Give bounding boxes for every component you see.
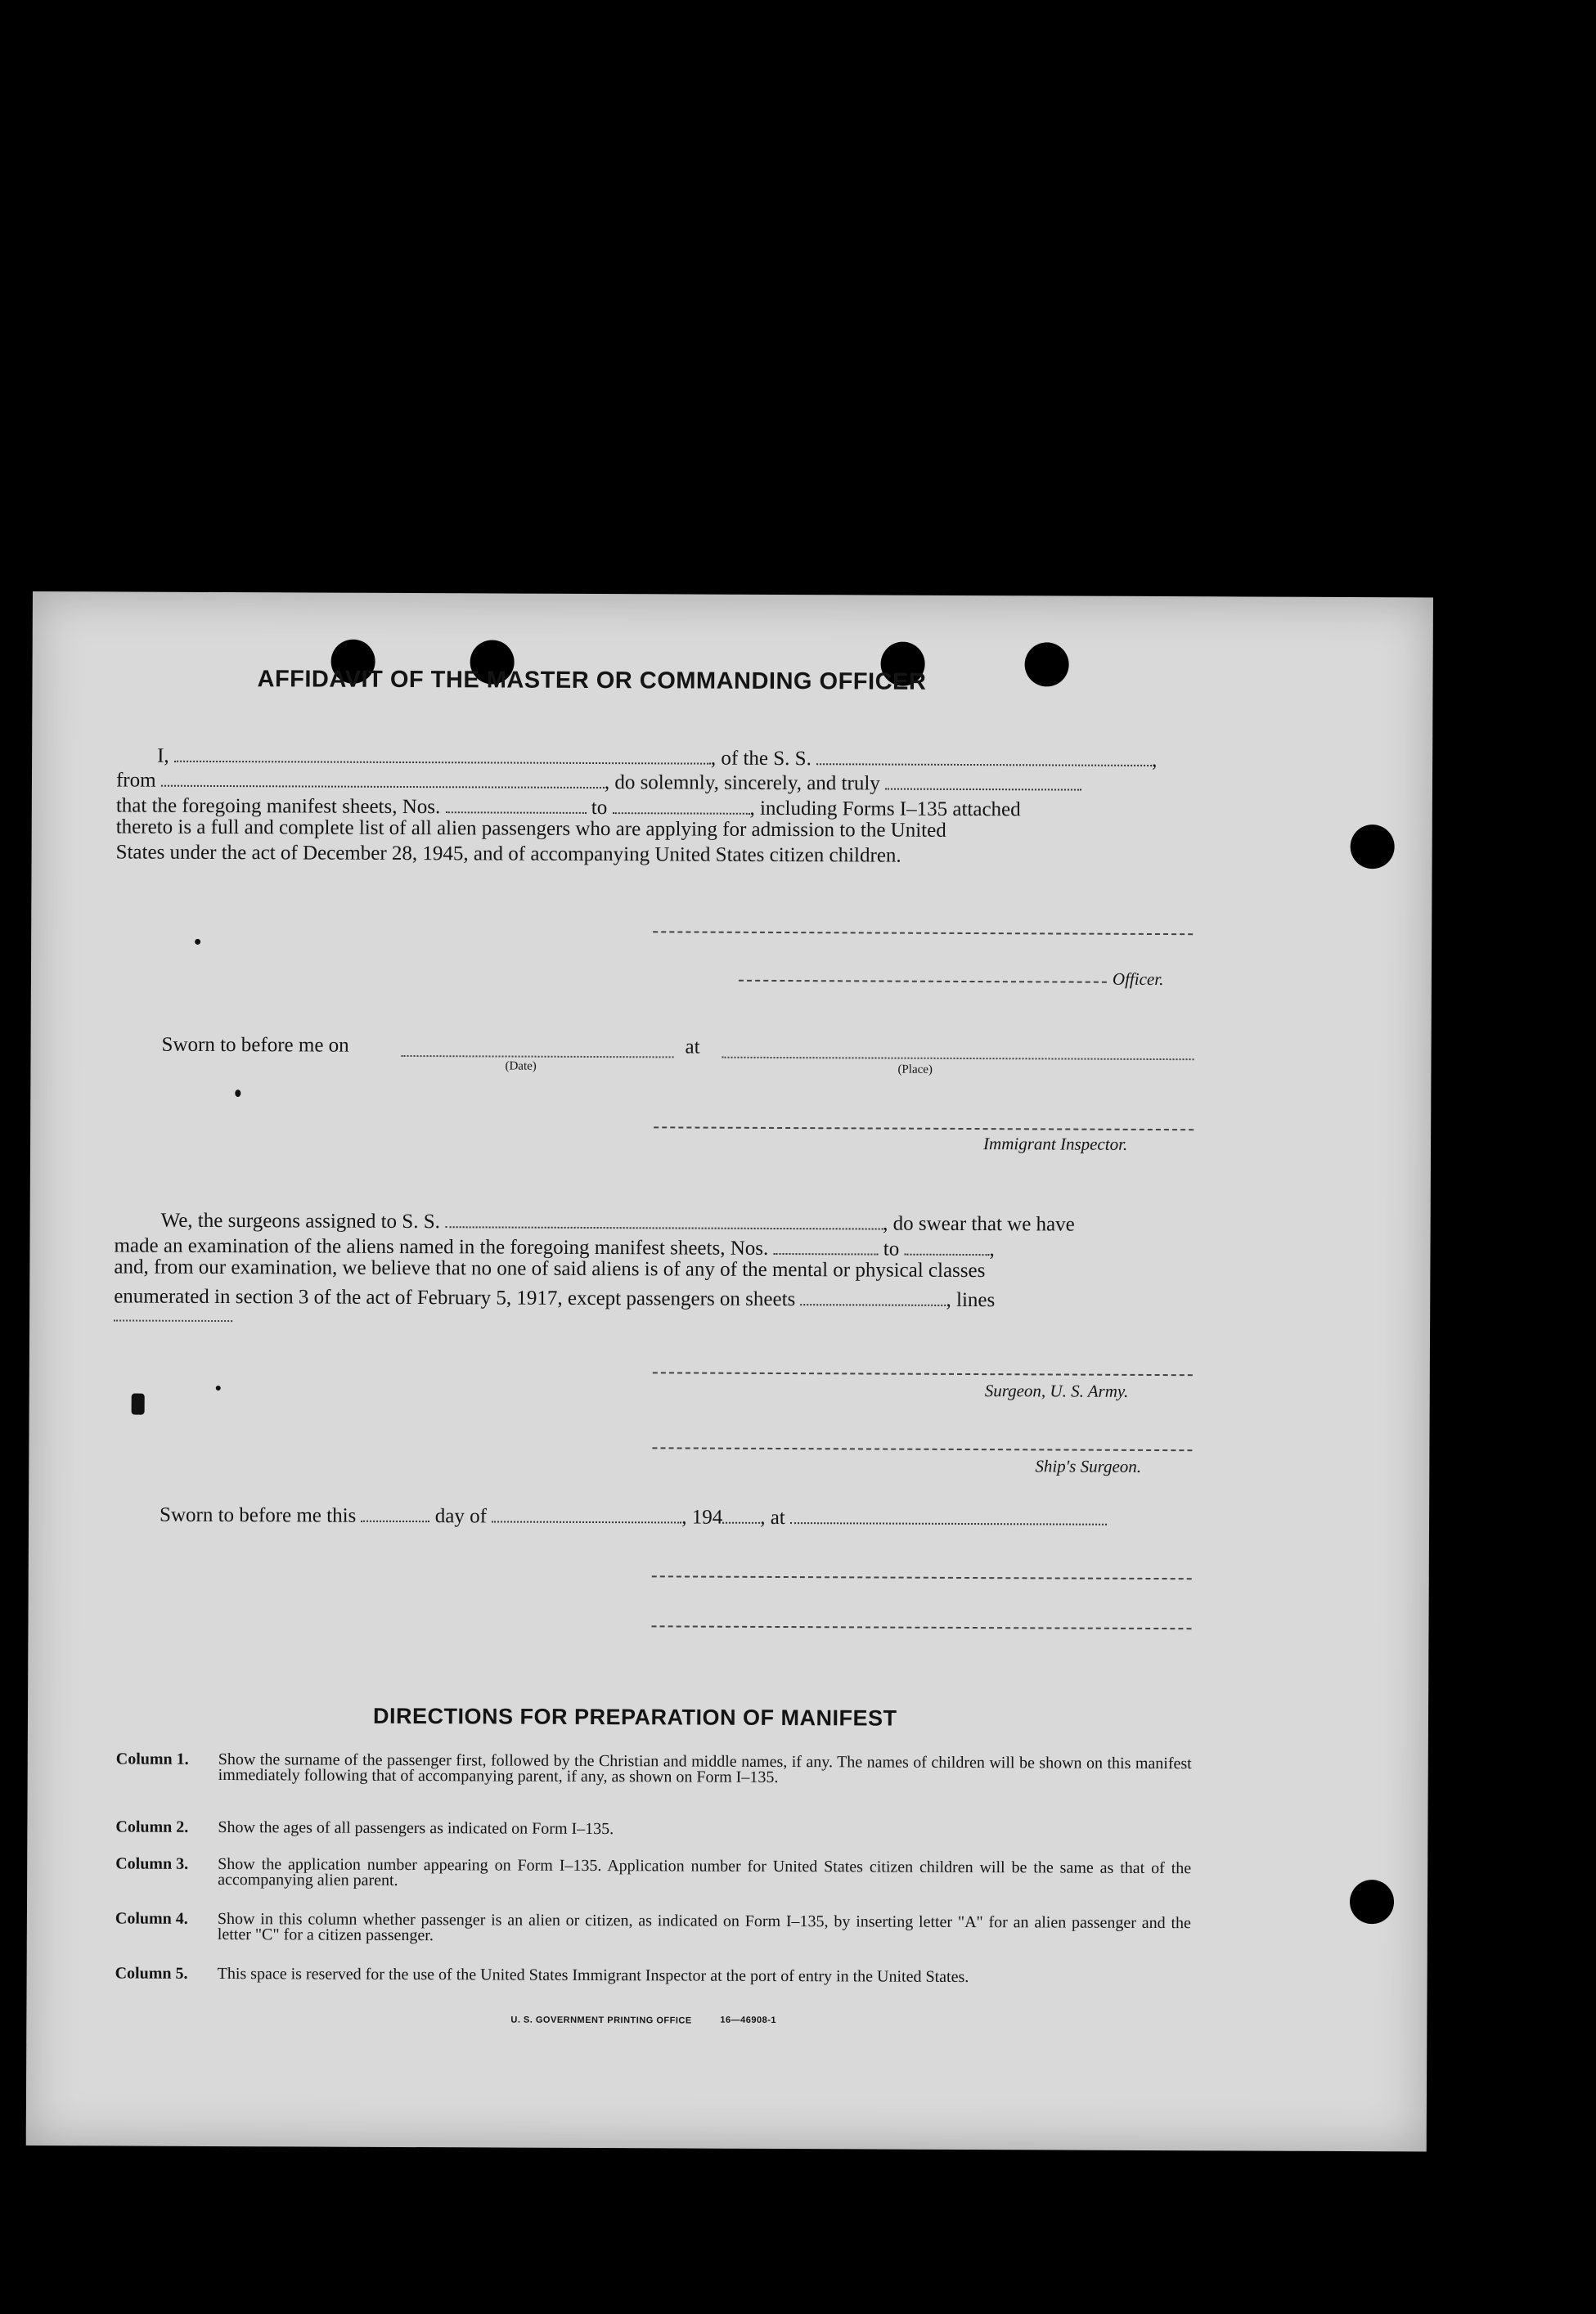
- excepted-lines-field[interactable]: [114, 1319, 232, 1322]
- direction-column-label: Column 1.: [115, 1750, 189, 1768]
- port-from-field[interactable]: [161, 766, 605, 789]
- army-surgeon-signature-line[interactable]: [653, 1372, 1193, 1376]
- ink-speck: [195, 939, 200, 945]
- sworn-year-field[interactable]: [722, 1503, 760, 1524]
- surgeon-ship-field[interactable]: [445, 1206, 883, 1229]
- ink-speck: [132, 1394, 145, 1415]
- affidavit-text: , of the S. S.: [710, 747, 811, 771]
- direction-item: [115, 1966, 1194, 2003]
- surgeons-text: ,: [989, 1238, 995, 1261]
- direction-item: [115, 1856, 1195, 1894]
- form-code: 16—46908-1: [720, 2015, 777, 2025]
- direction-column-label: Column 5.: [115, 1964, 188, 1983]
- sworn-2-title-line[interactable]: [651, 1625, 1191, 1629]
- direction-text: Show in this column whether passenger is an alien or citizen, as indicated on Form I–135, by inserting letter "A" for an alien passenger and the letter "C" for a citizen passenger.: [217, 1910, 1191, 1945]
- excepted-sheets-field[interactable]: [801, 1284, 946, 1306]
- affidavit-text: , do solemnly, sincerely, and truly: [604, 771, 880, 795]
- direction-text: Show the ages of all passengers as indicated on Form I–135.: [218, 1818, 614, 1839]
- affidavit-text: I,: [157, 744, 169, 767]
- officer-title-line[interactable]: [739, 980, 1107, 983]
- affidavit-text: , including Forms I–135 attached: [749, 797, 1021, 821]
- sworn-place-line[interactable]: [722, 1057, 1194, 1061]
- surgeons-line-4: [114, 1281, 995, 1312]
- surgeons-text: made an examination of the aliens named in the foregoing manifest sheets, Nos.: [114, 1234, 769, 1260]
- ship-name-field[interactable]: [816, 744, 1152, 766]
- surgeons-text: , lines: [946, 1288, 996, 1312]
- ship-surgeon-signature-line[interactable]: [652, 1447, 1192, 1451]
- surgeons-text: to: [883, 1238, 900, 1260]
- officer-caption: Officer.: [1112, 968, 1164, 990]
- ink-speck: [235, 1090, 241, 1097]
- affidavit-text: to: [591, 796, 608, 820]
- direction-text: Show the application number appearing on Form I–135. Application number for United States citizen children will be the same as that of the accompanying alien parent.: [218, 1855, 1192, 1889]
- direction-column-label: Column 4.: [115, 1909, 188, 1928]
- surgeons-line-3: and, from our examination, we believe that no one of said aliens is of any of the mental or physical classes: [114, 1256, 986, 1283]
- master-signature-line[interactable]: [653, 931, 1193, 935]
- sworn-2-text: , at: [760, 1506, 785, 1530]
- surgeon-sheet-to-field[interactable]: [904, 1234, 989, 1256]
- ink-speck: [216, 1386, 221, 1391]
- sworn-2-text: Sworn to before me this: [160, 1503, 357, 1527]
- punch-hole: [1351, 825, 1395, 869]
- inspector-signature-line[interactable]: [654, 1126, 1194, 1130]
- direction-item: [115, 1911, 1195, 1948]
- direction-text: This space is reserved for the use of the United States Immigrant Inspector at the port of entry in the United States.: [217, 1965, 969, 1987]
- direction-item: [115, 1819, 1195, 1842]
- form-page: [26, 591, 1433, 2151]
- direction-text: Show the surname of the passenger first, followed by the Christian and middle names, if any. The names of children will be shown on this manifest immediately following that of accompanying parent, if any, as shown on Form I–135.: [218, 1750, 1192, 1786]
- affirmation-field[interactable]: [885, 769, 1081, 791]
- sworn-2-line: [160, 1500, 1107, 1531]
- army-surgeon-caption: Surgeon, U. S. Army.: [984, 1381, 1129, 1401]
- affidavit-text: that the foregoing manifest sheets, Nos.: [115, 794, 441, 819]
- affidavit-title: AFFIDAVIT OF THE MASTER OR COMMANDING OFFICER: [257, 666, 927, 695]
- sworn-2-signature-line[interactable]: [652, 1575, 1192, 1579]
- direction-column-label: Column 2.: [115, 1818, 189, 1836]
- sheet-from-field[interactable]: [446, 792, 587, 814]
- direction-item: [116, 1751, 1196, 1805]
- sworn-2-place-field[interactable]: [790, 1503, 1107, 1525]
- sworn-2-text: , 194: [681, 1506, 723, 1529]
- master-name-field[interactable]: [174, 741, 711, 765]
- ship-surgeon-caption: Ship's Surgeon.: [1035, 1456, 1142, 1476]
- affidavit-text: ,: [1152, 748, 1158, 771]
- punch-hole: [1350, 1880, 1394, 1924]
- sworn-before-me-label: Sworn to before me on: [161, 1033, 349, 1057]
- surgeons-text: We, the surgeons assigned to S. S.: [160, 1209, 440, 1233]
- direction-column-label: Column 3.: [115, 1854, 189, 1873]
- directions-title: DIRECTIONS FOR PREPARATION OF MANIFEST: [372, 1703, 897, 1731]
- affidavit-text: from: [115, 769, 156, 792]
- date-caption: (Date): [505, 1059, 537, 1073]
- printer-imprint: U. S. GOVERNMENT PRINTING OFFICE: [510, 2015, 692, 2026]
- surgeons-text: , do swear that we have: [883, 1212, 1075, 1236]
- punch-hole: [1025, 642, 1069, 686]
- sworn-at-label: at: [685, 1036, 700, 1058]
- sworn-day-field[interactable]: [362, 1501, 430, 1522]
- inspector-caption: Immigrant Inspector.: [983, 1134, 1128, 1154]
- sworn-date-line[interactable]: [402, 1055, 674, 1058]
- sworn-month-field[interactable]: [492, 1501, 681, 1523]
- affidavit-line-4: thereto is a full and complete list of all alien passengers who are applying for admission to the United: [115, 816, 946, 842]
- surgeons-text: enumerated in section 3 of the act of February 5, 1917, except passengers on sheets: [114, 1285, 796, 1311]
- surgeon-sheet-from-field[interactable]: [774, 1233, 879, 1256]
- sheet-to-field[interactable]: [612, 793, 749, 815]
- sworn-2-text: day of: [434, 1505, 488, 1528]
- affidavit-line-5: States under the act of December 28, 1945, and of accompanying United States citizen children.: [115, 841, 901, 867]
- place-caption: (Place): [897, 1063, 933, 1076]
